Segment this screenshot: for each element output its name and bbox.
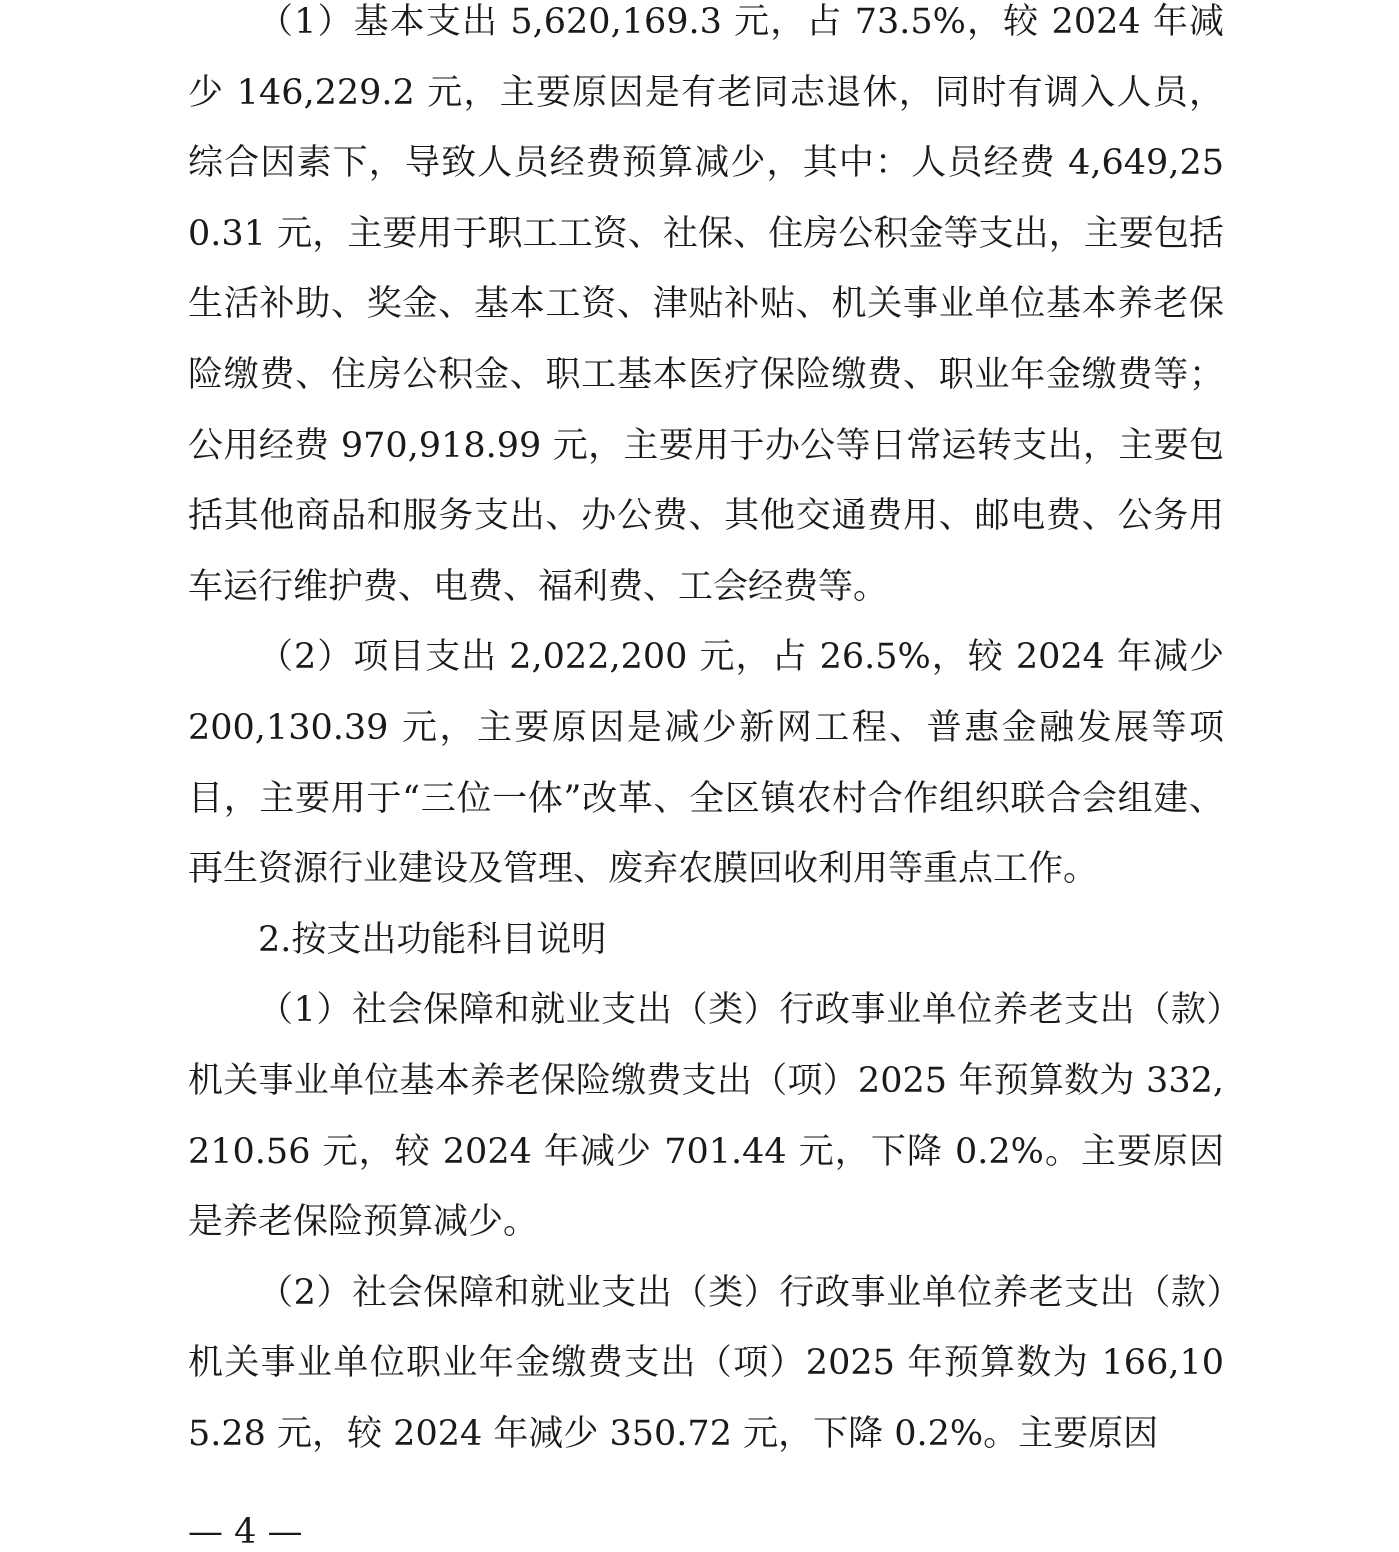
paragraph-basic-expenditure: （1）基本支出 5,620,169.3 元，占 73.5%，较 2024 年减少 146,229.2 元，主要原因是有老同志退休，同时有调入人员，综合因素下，导致人员经费预算减少，其中：人员经费 4,649,250.31 元，主要用于职工工资、社保、住房公积金等支出，主要包括生活补助、奖金、基本工资、津贴补贴、机关事业单位基本养老保险缴费、住房公积金、职工基本医疗保险缴费、职业年金缴费等；公用经费 970,918.99 元，主要用于办公等日常运转支出，主要包括其他商品和服务支出、办公费、其他交通费用、邮电费、公务用车运行维护费、电费、福利费、工会经费等。 (188, 2, 1224, 607)
paragraph-occupational-annuity: （2）社会保障和就业支出（类）行政事业单位养老支出（款）机关事业单位职业年金缴费支出（项）2025 年预算数为 166,105.28 元，较 2024 年减少 350.72 元，下降 0.2%。主要原因 (188, 1272, 1224, 1454)
paragraph-project-expenditure: （2）项目支出 2,022,200 元，占 26.5%，较 2024 年减少 200,130.39 元，主要原因是减少新网工程、普惠金融发展等项目，主要用于“三位一体”改革、全区镇农村合作组织联合会组建、再生资源行业建设及管理、废弃农膜回收利用等重点工作。 (188, 637, 1224, 890)
document-body (188, 0, 1224, 1469)
section-heading: 2.按支出功能科目说明 (258, 919, 607, 960)
page-number: — 4 — (188, 1512, 303, 1552)
paragraph-pension-insurance: （1）社会保障和就业支出（类）行政事业单位养老支出（款）机关事业单位基本养老保险缴费支出（项）2025 年预算数为 332,210.56 元，较 2024 年减少 701.44 元，下降 0.2%。主要原因是养老保险预算减少。 (188, 990, 1224, 1243)
